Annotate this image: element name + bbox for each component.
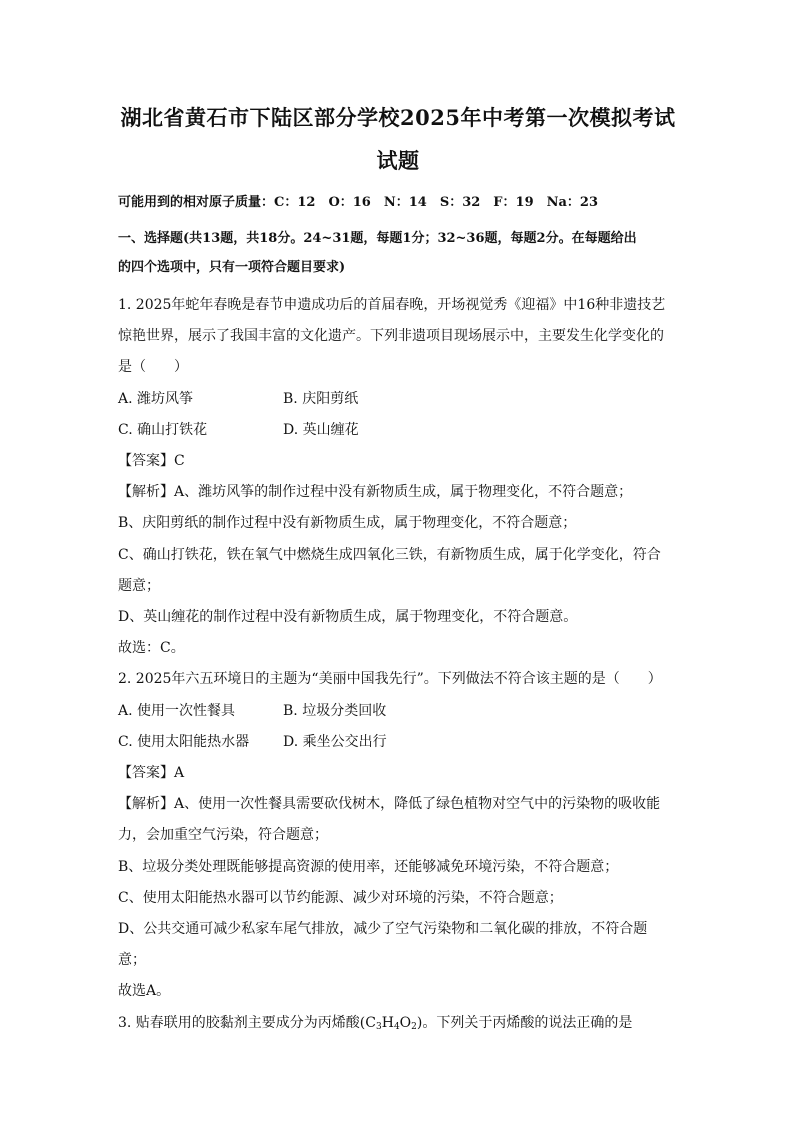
question-1-stem-line-1: 1. 2025年蛇年春晚是春节申遗成功后的首届春晚，开场视觉秀《迎福》中16种非遗技艺: [118, 297, 666, 313]
question-1-analysis-line-6: 故选：C。: [118, 640, 185, 657]
question-2-option-d: D. 乘坐公交出行: [283, 733, 387, 750]
question-3-stem-line-1: [118, 1008, 678, 1043]
question-3: [118, 1008, 678, 1043]
question-1-analysis-line-1: 【解析】A、潍坊风筝的制作过程中没有新物质生成，属于物理变化，不符合题意；: [118, 484, 633, 501]
formula-subscript-o: 2: [411, 1021, 417, 1032]
question-1-answer: 【答案】C: [118, 453, 185, 470]
section-header-line-2: 的四个选项中，只有一项符合题目要求): [118, 260, 346, 275]
question-2-analysis-line-7: 故选A。: [118, 983, 171, 1000]
question-1-stem-line-2: 惊艳世界，展示了我国丰富的文化遗产。下列非遗项目现场展示中，主要发生化学变化的: [118, 328, 664, 345]
question-1-stem-line-3: 是（ ）: [118, 359, 188, 376]
question-1-option-d: D. 英山缠花: [283, 421, 359, 438]
question-1-analysis-line-5: D、英山缠花的制作过程中没有新物质生成，属于物理变化，不符合题意。: [118, 609, 578, 626]
question-2-option-b: B. 垃圾分类回收: [283, 702, 387, 719]
question-1-analysis-line-3: C、确山打铁花，铁在氧气中燃烧生成四氧化三铁，有新物质生成，属于化学变化，符合: [118, 546, 661, 563]
formula-subscript-h: 4: [393, 1021, 400, 1032]
question-1-option-a: A. 潍坊风筝: [118, 390, 194, 407]
document-title-line-2: 试题: [376, 148, 420, 173]
formula-element-o: O: [399, 1014, 412, 1031]
question-2-option-c: C. 使用太阳能热水器: [118, 733, 250, 750]
question-1-options-row-1: [118, 384, 678, 415]
question-2-answer: 【答案】A: [118, 765, 185, 782]
question-1: [118, 290, 678, 664]
question-2-options-row-2: [118, 727, 678, 758]
question-2-stem-line-1: 2. 2025年六五环境日的主题为“美丽中国我先行”。下列做法不符合该主题的是（ ）: [118, 671, 662, 688]
formula-subscript-c: 3: [375, 1021, 382, 1032]
question-1-option-c: C. 确山打铁花: [118, 421, 208, 438]
relative-atomic-mass-note: 可能用到的相对原子质量：C：12 O：16 N：14 S：32 F：19 Na：23: [118, 195, 599, 210]
question-1-options-row-2: [118, 415, 678, 446]
question-2-option-a: A. 使用一次性餐具: [118, 702, 236, 719]
section-header-line-1: 一、选择题(共13题，共18分。24~31题，每题1分；32~36题，每题2分。在每题给出: [118, 231, 637, 246]
formula-element-h: H: [381, 1014, 394, 1031]
question-2-analysis-line-4: C、使用太阳能热水器可以节约能源、减少对环境的污染，不符合题意；: [118, 889, 563, 906]
question-2-analysis-line-5: D、公共交通可减少私家车尾气排放，减少了空气污染物和二氧化碳的排放，不符合题: [118, 921, 648, 938]
question-2: [118, 664, 678, 1007]
question-1-option-b: B. 庆阳剪纸: [283, 390, 359, 407]
question-2-analysis-line-6: 意；: [118, 952, 146, 969]
question-2-options-row-1: [118, 696, 678, 727]
question-2-analysis-line-3: B、垃圾分类处理既能够提高资源的使用率，还能够减免环境污染，不符合题意；: [118, 858, 619, 875]
question-1-analysis-line-2: B、庆阳剪纸的制作过程中没有新物质生成，属于物理变化，不符合题意；: [118, 515, 577, 532]
section-header: [118, 224, 678, 282]
question-2-analysis-line-1: 【解析】A、使用一次性餐具需要砍伐树木，降低了绿色植物对空气中的污染物的吸收能: [118, 796, 661, 813]
question-3-stem-text-after: )。下列关于丙烯酸的说法正确的是: [416, 1014, 633, 1031]
document-page: [118, 0, 678, 1043]
document-title-line-1: 湖北省黄石市下陆区部分学校2025年中考第一次模拟考试: [120, 105, 676, 130]
question-2-analysis-line-2: 力，会加重空气污染，符合题意；: [118, 827, 328, 844]
question-1-analysis-line-4: 题意；: [118, 577, 160, 594]
question-3-stem-text-before: 3. 贴春联用的胶黏剂主要成分为丙烯酸(C: [118, 1014, 376, 1031]
